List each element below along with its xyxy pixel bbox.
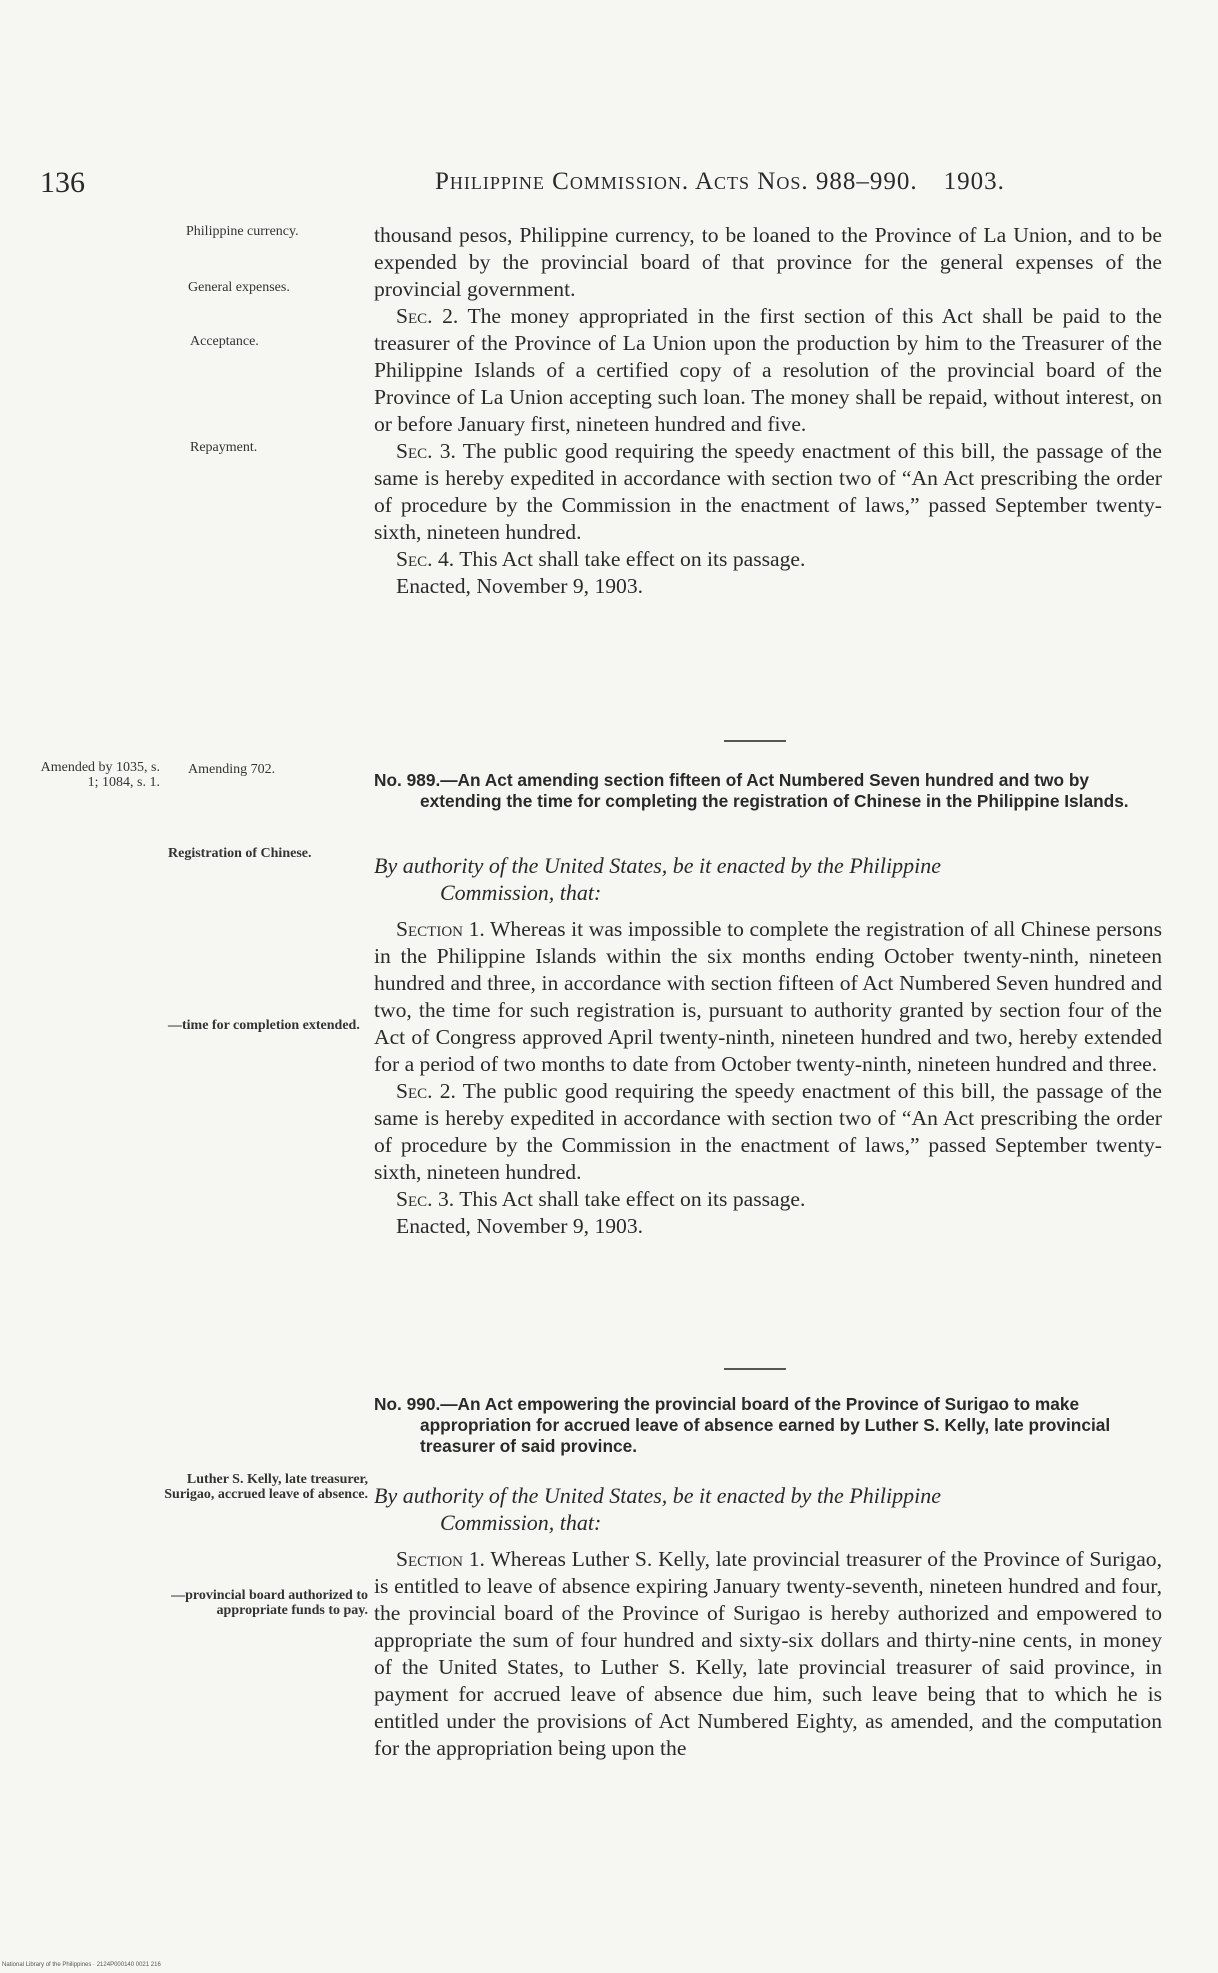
margin-note-registration-chinese: Registration of Chinese.	[168, 846, 312, 861]
act-990-title: No. 990.—An Act empowering the provincial board of the Province of Surigao to make appropriation for accrued leave of absence earned by Luther S. Kelly, late provincial treasurer of said province.	[374, 1394, 1111, 1456]
act-990-section-1: Section 1. Whereas Luther S. Kelly, late provincial treasurer of the Province of Surigao, is entitled to leave of absence expiring January twenty-seventh, nineteen hundred and four, the provincial board of the Province of Surigao is hereby authorized and empowered to appropriate the sum of four hundred and sixty-six dollars and thirty-nine cents, in money of the United States, to Luther S. Kelly, late provincial treasurer of said province, in payment for accrued leave of absence due him, such leave being that to which he is entitled under the provisions of Act Numbered Eighty, as amended, and the computation for the appropriation being upon the	[374, 1547, 1162, 1760]
margin-note-time-extended: —time for completion extended.	[168, 1018, 360, 1033]
act-989-enacting-clause: By authority of the United States, be it enacted by the Philippine Commission, that:	[374, 853, 941, 905]
act-988-section-1-tail: thousand pesos, Philippine currency, to be loaned to the Province of La Union, and to be expended by the provincial board of that province for the general expenses of the provincial government.	[374, 223, 1162, 301]
act-989-body	[374, 916, 1162, 1240]
margin-note-provincial-board: —provincial board authorized to appropriate funds to pay.	[171, 1588, 368, 1618]
act-988-section-2: Sec. 2. The money appropriated in the first section of this Act shall be paid to the treasurer of the Province of La Union upon the production by him to the Treasurer of the Philippine Islands of a certified copy of a resolution of the provincial board of the Province of La Union accepting such loan. The money shall be repaid, without interest, on or before January first, nineteen hundred and five.	[374, 304, 1163, 436]
margin-note-currency: Philippine currency.	[186, 224, 299, 239]
act-989-section-2: Sec. 2. The public good requiring the speedy enactment of this bill, the passage of the same is hereby expedited in accordance with section two of “An Act prescribing the order of procedure by the Commission in the enactment of laws,” passed September twenty-sixth, nineteen hundred.	[374, 1079, 1163, 1184]
margin-note-amending-702: Amending 702.	[188, 762, 276, 777]
act-990-body	[374, 1546, 1162, 1762]
margin-note-acceptance: Acceptance.	[190, 334, 259, 349]
act-988-enacted: Enacted, November 9, 1903.	[396, 574, 644, 598]
act-988-continuation	[374, 222, 1162, 600]
act-988-section-3: Sec. 3. The public good requiring the speedy enactment of this bill, the passage of the same is hereby expedited in accordance with section two of “An Act prescribing the order of procedure by the Commission in the enactment of laws,” passed September twenty-sixth, nineteen hundred.	[374, 439, 1163, 544]
running-title: Philippine Commission. Acts Nos. 988–990. 1903.	[435, 168, 1005, 195]
act-988-section-4: Sec. 4. This Act shall take effect on its passage.	[396, 547, 806, 571]
margin-note-amended: Amended by 1035, s. 1; 1084, s. 1.	[40, 760, 160, 790]
page-number: 136	[40, 166, 85, 199]
section-divider	[724, 740, 786, 742]
scan-footer: National Library of the Philippines · 2124P000140 0021 216	[2, 1962, 161, 1968]
section-divider-2	[724, 1368, 786, 1370]
margin-note-kelly: Luther S. Kelly, late treasurer, Surigao, accrued leave of absence.	[164, 1472, 368, 1502]
margin-note-general-expenses: General expenses.	[188, 280, 290, 295]
act-989-enacted: Enacted, November 9, 1903.	[396, 1214, 644, 1238]
act-989-title: No. 989.—An Act amending section fifteen of Act Numbered Seven hundred and two by extending the time for completing the registration of Chinese in the Philippine Islands.	[374, 770, 1129, 811]
act-989-section-3: Sec. 3. This Act shall take effect on its passage.	[396, 1187, 806, 1211]
margin-note-repayment: Repayment.	[190, 440, 258, 455]
running-year: 1903.	[943, 168, 1005, 195]
act-990-enacting-clause: By authority of the United States, be it enacted by the Philippine Commission, that:	[374, 1483, 941, 1535]
act-989-section-1: Section 1. Whereas it was impossible to complete the registration of all Chinese persons in the Philippine Islands within the six months ending October twenty-ninth, nineteen hundred and three, in accordance with section fifteen of Act Numbered Seven hundred and two, the time for such registration is, pursuant to authority granted by section four of the Act of Congress approved April twenty-ninth, nineteen hundred and two, hereby extended for a period of two months to date from October twenty-ninth, nineteen hundred and three.	[374, 917, 1163, 1076]
page-header	[40, 166, 1100, 206]
